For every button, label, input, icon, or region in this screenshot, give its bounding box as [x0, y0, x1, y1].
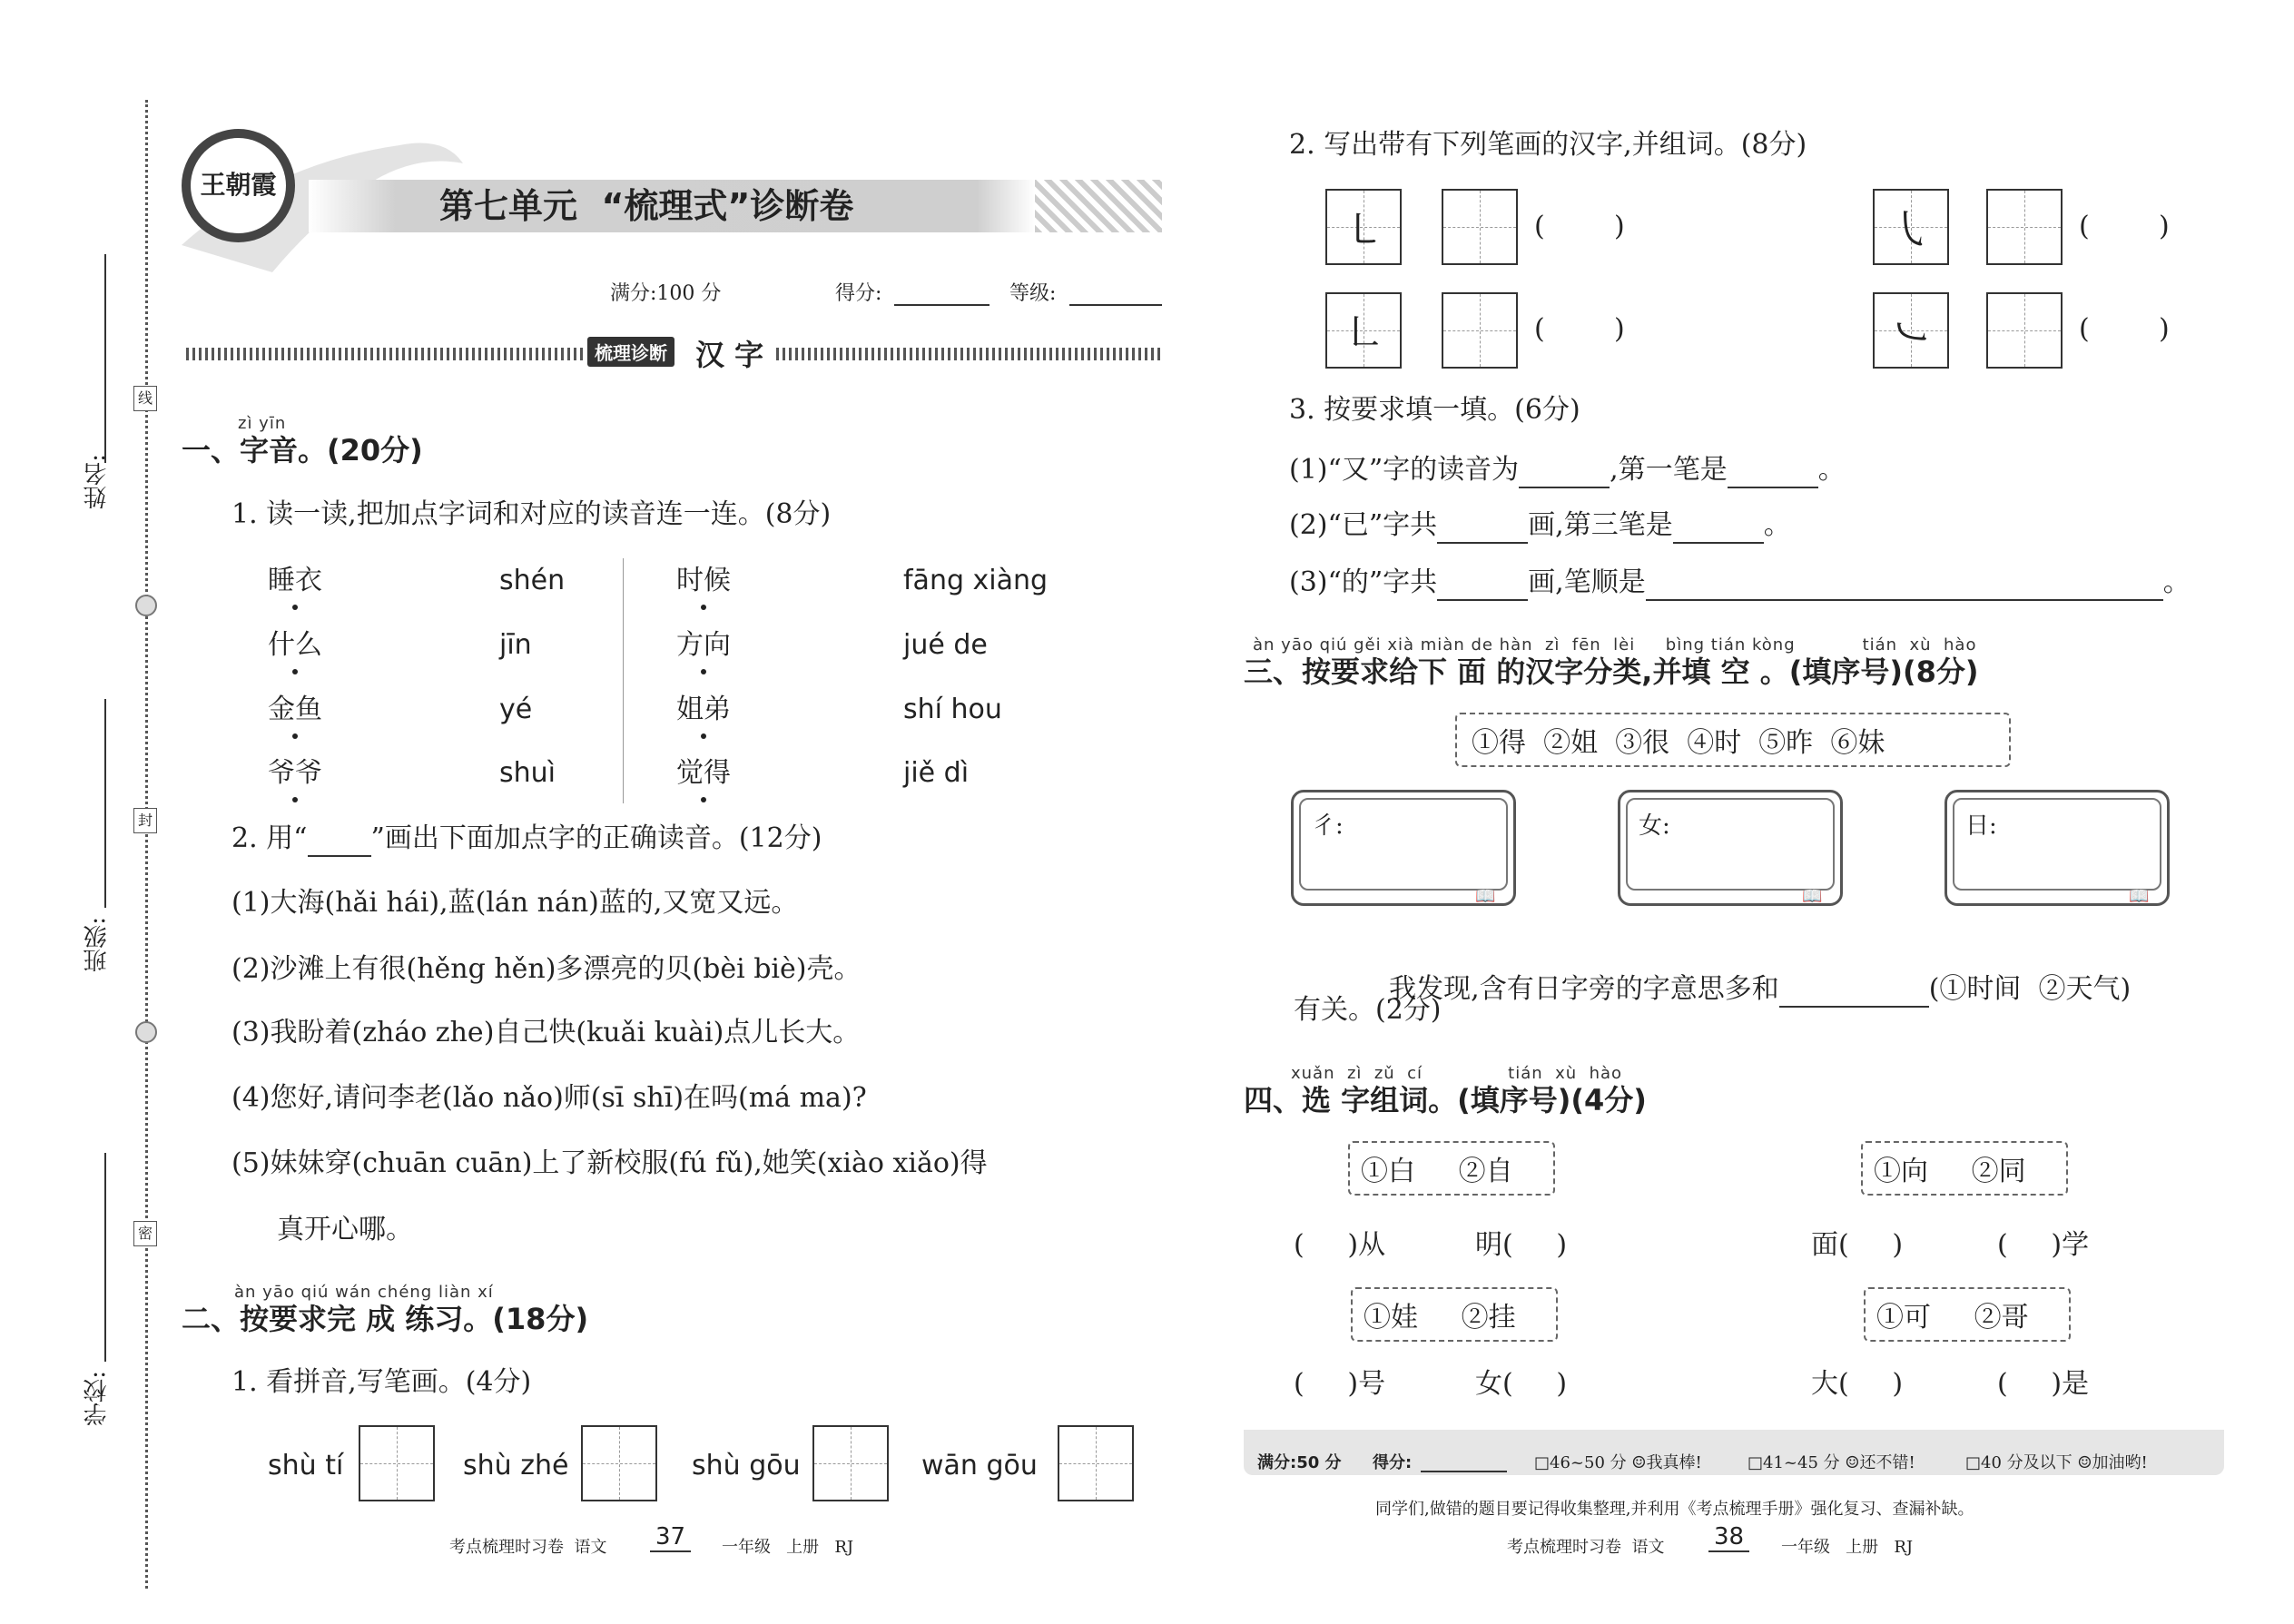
seal-mark-1: 线	[133, 386, 157, 411]
heading-pinyin: xuǎn zì zǔ cí tián xù hào	[1291, 1064, 1623, 1083]
category-label: 日:	[1965, 812, 1997, 840]
word-blank[interactable]: 大( )	[1811, 1368, 1904, 1400]
category-box[interactable]	[1291, 790, 1516, 906]
word-item[interactable]: 时候	[676, 563, 731, 599]
sentence-line[interactable]: (4)您好,请问李老(lǎo nǎo)师(sī shī)在吗(má ma)?	[231, 1082, 867, 1114]
word-item[interactable]: 睡衣	[268, 563, 322, 599]
column-divider	[623, 558, 624, 803]
writing-grid[interactable]	[359, 1425, 435, 1501]
section-heading: 四、选 字组词。(填序号)(4分)	[1244, 1083, 1647, 1117]
word-blank[interactable]: 明( )	[1475, 1229, 1568, 1261]
stroke-glyph-icon: ㇂	[1890, 205, 1932, 254]
footer-grade: 一年级 上册 RJ	[722, 1538, 854, 1557]
banner-pattern	[1035, 180, 1162, 232]
seal-mark-2: 封	[133, 808, 157, 833]
stroke-sample-box	[1325, 292, 1402, 369]
stroke-sample-box	[1325, 189, 1402, 265]
choice-options: ①娃 ②挂	[1351, 1287, 1558, 1342]
pinyin-item[interactable]: jīn	[499, 629, 532, 661]
sentence-line[interactable]: (3)我盼着(zháo zhe)自己快(kuǎi kuài)点儿长大。	[231, 1017, 861, 1048]
smile-icon: ☺	[1845, 1453, 1860, 1472]
writing-grid[interactable]	[1442, 189, 1518, 265]
word-blank[interactable]: 女( )	[1475, 1368, 1568, 1400]
finding-line-end: 有关。(2分)	[1294, 994, 1442, 1026]
choice-options: ①向 ②同	[1861, 1141, 2068, 1196]
smile-icon: ☺	[2077, 1453, 2092, 1472]
writing-grid[interactable]	[812, 1425, 889, 1501]
heading-pinyin: àn yāo qiú wán chéng liàn xí	[234, 1283, 494, 1302]
heading-pinyin: zì yīn	[238, 414, 287, 433]
stroke-glyph-icon: ㇄	[1343, 205, 1384, 254]
sentence-line[interactable]: (2)沙滩上有很(hěng hěn)多漂亮的贝(bèi biè)壳。	[231, 953, 861, 985]
name-label: 姓名:	[84, 454, 111, 509]
writing-grid[interactable]	[1986, 292, 2063, 369]
category-label: 女:	[1639, 812, 1670, 840]
pinyin-item[interactable]: fāng xiàng	[903, 565, 1049, 596]
word-blank[interactable]: ( )是	[1997, 1368, 2090, 1400]
book-icon: 📖	[1802, 887, 1823, 906]
rating-option[interactable]: □46~50 分 ☺我真棒!	[1534, 1453, 1702, 1472]
question-title: 1. 看拼音,写笔画。(4分)	[231, 1366, 532, 1398]
finding-line[interactable]: 我发现,含有日字旁的字意思多和 (①时间 ②天气)	[1354, 935, 2131, 1044]
score-bar-field[interactable]	[1421, 1471, 1507, 1472]
section-heading: 三、按要求给下 面 的汉字分类,并填 空 。(填序号)(8分)	[1244, 655, 1979, 689]
book-icon: 📖	[2129, 887, 2150, 906]
binding-hole-icon	[135, 1021, 157, 1043]
section-tag: 梳理诊断	[587, 337, 674, 367]
stroke-glyph-icon: ㇗	[1343, 309, 1384, 358]
pinyin-item[interactable]: yé	[499, 694, 533, 725]
question-title: 3. 按要求填一填。(6分)	[1289, 394, 1580, 426]
choice-options: ①可 ②哥	[1864, 1287, 2071, 1342]
stroke-sample-box	[1873, 189, 1949, 265]
seal-mark-3: 密	[133, 1221, 157, 1246]
stroke-pinyin: shù tí	[268, 1450, 344, 1481]
footer-book: 考点梳理时习卷 语文	[449, 1538, 607, 1557]
word-paren[interactable]: ( )	[1534, 313, 1625, 345]
category-label: 彳:	[1312, 812, 1344, 840]
sentence-line[interactable]: 真开心哪。	[277, 1214, 413, 1245]
word-item[interactable]: 什么	[268, 627, 322, 664]
stroke-glyph-icon: ㇃	[1890, 309, 1932, 358]
pinyin-item[interactable]: shén	[499, 565, 566, 596]
writing-grid[interactable]	[1986, 189, 2063, 265]
rating-option[interactable]: □40 分及以下 ☺加油哟!	[1965, 1453, 2148, 1472]
writing-grid[interactable]	[581, 1425, 657, 1501]
category-box[interactable]	[1944, 790, 2170, 906]
book-icon: 📖	[1475, 887, 1496, 906]
writing-grid[interactable]	[1058, 1425, 1134, 1501]
word-item[interactable]: 觉得	[676, 755, 731, 792]
page-number: 38	[1708, 1523, 1749, 1552]
word-blank[interactable]: ( )从	[1294, 1229, 1386, 1261]
question-title: 1. 读一读,把加点字词和对应的读音连一连。(8分)	[231, 498, 832, 530]
word-item[interactable]: 爷爷	[268, 755, 322, 792]
logo-text: 王朝霞	[200, 170, 277, 200]
word-paren[interactable]: ( )	[2079, 211, 2170, 242]
stroke-pinyin: wān gōu	[921, 1450, 1038, 1481]
character-options: ①得 ②姐 ③很 ④时 ⑤昨 ⑥妹	[1455, 713, 2011, 767]
category-box[interactable]	[1618, 790, 1843, 906]
section-heading: 一、字音。(20分)	[182, 433, 423, 468]
section-heading: 二、按要求完 成 练习。(18分)	[182, 1302, 589, 1336]
logo-badge-icon	[182, 129, 295, 242]
writing-grid[interactable]	[1442, 292, 1518, 369]
rating-option[interactable]: □41~45 分 ☺还不错!	[1748, 1453, 1915, 1472]
page-number: 37	[650, 1523, 691, 1552]
score-bar-label: 得分:	[1373, 1453, 1413, 1472]
sentence-line[interactable]: (1)大海(hǎi hái),蓝(lán nán)蓝的,又宽又远。	[231, 887, 799, 919]
word-item[interactable]: 姐弟	[676, 692, 731, 728]
question-title: 2. 用“ ”画出下面加点字的正确读音。(12分)	[231, 821, 822, 857]
word-item[interactable]: 方向	[676, 627, 731, 664]
grade-label: 等级:	[1009, 282, 1057, 305]
binding-hole-icon	[135, 595, 157, 616]
footer-book: 考点梳理时习卷 语文	[1507, 1538, 1665, 1557]
divider	[776, 348, 1162, 360]
pinyin-item[interactable]: jiě dì	[903, 757, 970, 789]
smile-icon: ☺	[1631, 1453, 1647, 1472]
name-field[interactable]	[104, 254, 106, 463]
school-field[interactable]	[104, 1153, 106, 1362]
word-paren[interactable]: ( )	[1534, 211, 1625, 242]
divider	[186, 348, 586, 360]
page-title: 第七单元 “梳理式”诊断卷	[439, 186, 854, 226]
score-field[interactable]	[894, 304, 989, 306]
pinyin-item[interactable]: shí hou	[903, 694, 1002, 725]
score-bar-full: 满分:50 分	[1257, 1453, 1342, 1472]
class-field[interactable]	[104, 699, 106, 908]
class-label: 班级:	[84, 917, 111, 972]
word-item[interactable]: 金鱼	[268, 692, 322, 728]
question-title: 2. 写出带有下列笔画的汉字,并组词。(8分)	[1289, 129, 1807, 161]
choice-options: ①白 ②自	[1348, 1141, 1555, 1196]
stroke-pinyin: shù gōu	[692, 1450, 801, 1481]
sentence-line[interactable]: (5)妹妹穿(chuān cuān)上了新校服(fú fǔ),她笑(xiào xiǎo)得	[231, 1147, 988, 1179]
pinyin-item[interactable]: shuì	[499, 757, 556, 789]
fill-line[interactable]: (1)“又”字的读音为 ,第一笔是 。	[1289, 452, 1846, 488]
school-label: 学校:	[84, 1371, 111, 1426]
stroke-sample-box	[1873, 292, 1949, 369]
word-blank[interactable]: 面( )	[1811, 1229, 1904, 1261]
cut-line	[145, 100, 148, 1589]
review-note: 同学们,做错的题目要记得收集整理,并利用《考点梳理手册》强化复习、查漏补缺。	[1375, 1500, 1974, 1519]
score-label: 得分:	[835, 282, 882, 305]
fill-line[interactable]: (2)“已”字共 画,第三笔是 。	[1289, 507, 1791, 544]
section-title: 汉 字	[695, 338, 764, 372]
fill-line[interactable]: (3)“的”字共 画,笔顺是 。	[1289, 565, 2191, 601]
full-score: 满分:100 分	[610, 282, 722, 305]
grade-field[interactable]	[1069, 304, 1162, 306]
word-blank[interactable]: ( )学	[1997, 1229, 2090, 1261]
heading-pinyin: àn yāo qiú gěi xià miàn de hàn zì fēn lèi bìng tián kòng tián xù hào	[1253, 635, 1977, 655]
stroke-pinyin: shù zhé	[463, 1450, 569, 1481]
word-paren[interactable]: ( )	[2079, 313, 2170, 345]
pinyin-item[interactable]: jué de	[903, 629, 988, 661]
footer-grade: 一年级 上册 RJ	[1781, 1538, 1914, 1557]
word-blank[interactable]: ( )号	[1294, 1368, 1386, 1400]
